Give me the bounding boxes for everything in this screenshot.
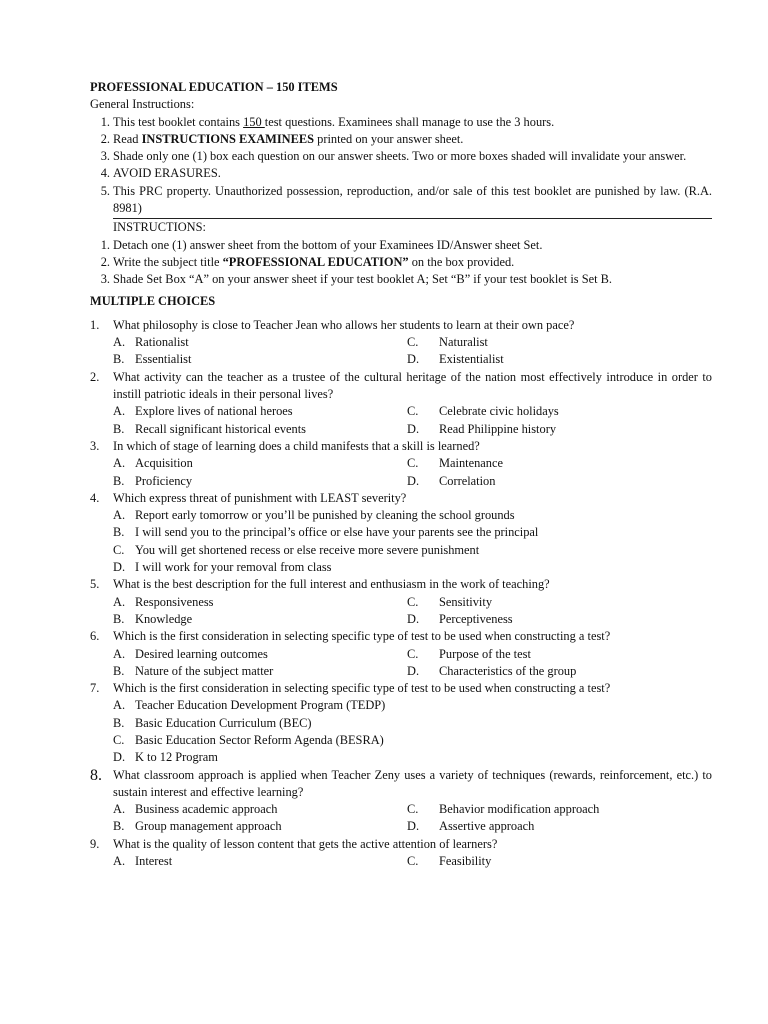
choice-text: Celebrate civic holidays — [439, 404, 559, 419]
instructions-list — [90, 237, 712, 289]
choice-letter: C. — [407, 594, 419, 609]
choice-letter: B. — [113, 715, 125, 730]
question-9 — [90, 836, 712, 853]
choice-letter: A. — [113, 854, 126, 869]
choices — [90, 403, 712, 438]
choice-letter: D. — [407, 352, 420, 367]
choice-text: Explore lives of national heroes — [135, 404, 293, 419]
choice-letter: B. — [113, 525, 125, 540]
choice-c — [407, 594, 712, 611]
document-page — [90, 79, 712, 870]
choice-c — [113, 732, 712, 749]
choice-letter: D. — [407, 421, 420, 436]
choice-letter: A. — [113, 646, 126, 661]
list-item — [90, 271, 712, 288]
choice-letter: A. — [113, 335, 126, 350]
choices — [90, 801, 712, 836]
choice-letter: D. — [407, 819, 420, 834]
list-item — [90, 183, 712, 218]
choice-text: Business academic approach — [135, 802, 278, 817]
choice-text: K to 12 Program — [135, 750, 218, 765]
choice-text: Assertive approach — [439, 819, 535, 834]
choice-b — [113, 473, 407, 490]
choice-text: Sensitivity — [439, 594, 493, 609]
choices — [90, 853, 712, 870]
question-text: What is the quality of lesson content that gets the active attention of learners? — [113, 836, 498, 851]
choice-letter: A. — [113, 594, 126, 609]
item-number: 3. — [100, 149, 110, 164]
item-number: 1. — [100, 237, 110, 252]
choice-b — [113, 351, 407, 368]
choice-text: Knowledge — [135, 611, 193, 626]
question-number: 6. — [90, 629, 100, 644]
question-number: 1. — [90, 317, 100, 332]
choice-c — [407, 455, 712, 472]
choice-text: Responsiveness — [135, 594, 214, 609]
choice-text: Rationalist — [135, 335, 189, 350]
choice-letter: C. — [113, 542, 125, 557]
choice-letter: B. — [113, 473, 125, 488]
choice-a — [113, 334, 407, 351]
choice-a — [113, 697, 712, 714]
choice-a — [113, 801, 407, 818]
choices — [90, 697, 712, 766]
question-5 — [90, 576, 712, 593]
choice-b — [113, 715, 712, 732]
choice-c — [407, 334, 712, 351]
question-text: In which of stage of learning does a child manifests that a skill is learned? — [113, 438, 480, 453]
choice-a — [113, 646, 407, 663]
choice-letter: D. — [407, 473, 420, 488]
choice-letter: A. — [113, 802, 126, 817]
choice-text: Essentialist — [135, 352, 192, 367]
choice-letter: C. — [407, 335, 419, 350]
general-instructions-list — [90, 114, 712, 218]
question-4 — [90, 490, 712, 507]
choice-text: Teacher Education Development Program (TEDP) — [135, 698, 386, 713]
item-text: AVOID ERASURES. — [113, 166, 221, 181]
choice-text: Report early tomorrow or you’ll be punished by cleaning the school grounds — [135, 508, 515, 523]
item-text: Shade Set Box “A” on your answer sheet if your test booklet A; Set “B” if your test booklet is Set B. — [113, 272, 612, 287]
list-item — [90, 165, 712, 182]
question-text: What is the best description for the full interest and enthusiasm in the work of teaching? — [113, 577, 550, 592]
question-6 — [90, 628, 712, 645]
choice-text: Nature of the subject matter — [135, 663, 274, 678]
choice-d — [407, 421, 712, 438]
choices — [90, 334, 712, 369]
list-item — [90, 237, 712, 254]
item-text: printed on your answer sheet. — [314, 131, 464, 146]
question-text: What activity can the teacher as a trustee of the cultural heritage of the nation most effectively introduce in order to instill patriotic ideals in their personal lives? — [113, 369, 712, 402]
choice-letter: B. — [113, 819, 125, 834]
choice-c — [113, 542, 712, 559]
choice-a — [113, 507, 712, 524]
question-number: 3. — [90, 438, 100, 453]
item-number: 5. — [100, 183, 110, 198]
choice-text: Feasibility — [439, 854, 492, 869]
item-number: 3. — [100, 272, 110, 287]
choice-b — [113, 524, 712, 541]
choice-d — [407, 473, 712, 490]
choices — [90, 455, 712, 490]
choice-c — [407, 646, 712, 663]
question-text: What philosophy is close to Teacher Jean who allows her students to learn at their own pace? — [113, 317, 575, 332]
choice-d — [407, 351, 712, 368]
item-number: 2. — [100, 131, 110, 146]
question-8 — [90, 767, 712, 802]
choice-text: Interest — [135, 854, 173, 869]
choice-text: I will work for your removal from class — [135, 560, 332, 575]
choice-d — [407, 611, 712, 628]
item-emphasis: INSTRUCTIONS EXAMINEES — [141, 131, 315, 146]
choice-b — [113, 818, 407, 835]
choice-d — [407, 663, 712, 680]
item-text: test questions. Examinees shall manage to use the 3 hours. — [264, 114, 555, 129]
choice-letter: C. — [407, 802, 419, 817]
choice-letter: B. — [113, 611, 125, 626]
item-text: Detach one (1) answer sheet from the bottom of your Examinees ID/Answer sheet Set. — [113, 237, 543, 252]
choice-b — [113, 611, 407, 628]
choice-d — [113, 559, 712, 576]
choice-letter: D. — [407, 663, 420, 678]
choice-letter: C. — [407, 456, 419, 471]
question-number: 8. — [90, 766, 102, 784]
choice-text: Naturalist — [439, 335, 488, 350]
question-3 — [90, 438, 712, 455]
choice-letter: A. — [113, 404, 126, 419]
choice-text: Read Philippine history — [439, 421, 557, 436]
choice-letter: B. — [113, 663, 125, 678]
choice-c — [407, 801, 712, 818]
choice-c — [407, 853, 712, 870]
question-text: Which is the first consideration in selecting specific type of test to be used when constructing a test? — [113, 681, 611, 696]
question-number: 4. — [90, 490, 100, 505]
choice-a — [113, 853, 407, 870]
question-7 — [90, 680, 712, 697]
section-title: MULTIPLE CHOICES — [90, 293, 216, 308]
choice-text: Existentialist — [439, 352, 504, 367]
choice-text: Basic Education Curriculum (BEC) — [135, 715, 312, 730]
choice-d — [113, 749, 712, 766]
item-text: This test booklet contains — [113, 114, 244, 129]
list-item — [90, 131, 712, 148]
choice-letter: C. — [113, 732, 125, 747]
choice-b — [113, 421, 407, 438]
choice-d — [407, 818, 712, 835]
choice-text: Proficiency — [135, 473, 193, 488]
question-number: 2. — [90, 369, 100, 384]
question-text: Which express threat of punishment with LEAST severity? — [113, 490, 407, 505]
choice-b — [113, 663, 407, 680]
choice-text: Basic Education Sector Reform Agenda (BESRA) — [135, 732, 384, 747]
choice-letter: A. — [113, 456, 126, 471]
choice-text: Correlation — [439, 473, 496, 488]
general-instructions-label: General Instructions: — [90, 97, 195, 112]
item-number: 4. — [100, 166, 110, 181]
question-number: 7. — [90, 681, 100, 696]
choice-text: Perceptiveness — [439, 611, 513, 626]
choice-text: Group management approach — [135, 819, 282, 834]
choice-letter: B. — [113, 421, 125, 436]
item-text: on the box provided. — [408, 254, 515, 269]
item-number: 2. — [100, 254, 110, 269]
question-number: 5. — [90, 577, 100, 592]
list-item — [90, 114, 712, 131]
item-text: Shade only one (1) box each question on our answer sheets. Two or more boxes shaded will invalidate your answer. — [113, 149, 687, 164]
item-count: 150 — [243, 114, 265, 129]
choices — [90, 594, 712, 629]
choices — [90, 507, 712, 576]
choice-a — [113, 455, 407, 472]
item-text: Write the subject title — [113, 254, 223, 269]
choice-text: Characteristics of the group — [439, 663, 577, 678]
choice-text: I will send you to the principal’s office or else have your parents see the principal — [135, 525, 539, 540]
choice-text: You will get shortened recess or else receive more severe punishment — [135, 542, 480, 557]
question-2 — [90, 369, 712, 404]
choice-a — [113, 403, 407, 420]
question-number: 9. — [90, 836, 100, 851]
question-text: What classroom approach is applied when Teacher Zeny uses a variety of techniques (rewards, reinforcement, etc.) to sustain interest and effective learning? — [113, 767, 712, 799]
choices — [90, 646, 712, 681]
choice-text: Acquisition — [135, 456, 193, 471]
item-text: Read — [113, 131, 142, 146]
instructions-label: INSTRUCTIONS: — [113, 220, 206, 235]
choice-text: Desired learning outcomes — [135, 646, 268, 661]
choice-letter: A. — [113, 508, 126, 523]
choice-text: Recall significant historical events — [135, 421, 307, 436]
question-text: Which is the first consideration in selecting specific type of test to be used when constructing a test? — [113, 629, 611, 644]
choice-a — [113, 594, 407, 611]
choice-letter: D. — [407, 611, 420, 626]
choice-letter: B. — [113, 352, 125, 367]
choice-text: Maintenance — [439, 456, 503, 471]
choice-letter: C. — [407, 646, 419, 661]
choice-c — [407, 403, 712, 420]
list-item — [90, 148, 712, 165]
choice-letter: C. — [407, 854, 419, 869]
item-text: This PRC property. Unauthorized possession, reproduction, and/or sale of this test booklet are punished by law. (R.A. 8981) — [113, 183, 712, 216]
list-item — [90, 254, 712, 271]
item-number: 1. — [100, 114, 110, 129]
choice-letter: D. — [113, 560, 126, 575]
item-emphasis: “PROFESSIONAL EDUCATION” — [222, 254, 409, 269]
question-1 — [90, 317, 712, 334]
document-title: PROFESSIONAL EDUCATION – 150 ITEMS — [90, 80, 338, 94]
choice-letter: D. — [113, 750, 126, 765]
choice-letter: C. — [407, 404, 419, 419]
choice-text: Behavior modification approach — [439, 802, 600, 817]
choice-letter: A. — [113, 698, 126, 713]
choice-text: Purpose of the test — [439, 646, 531, 661]
